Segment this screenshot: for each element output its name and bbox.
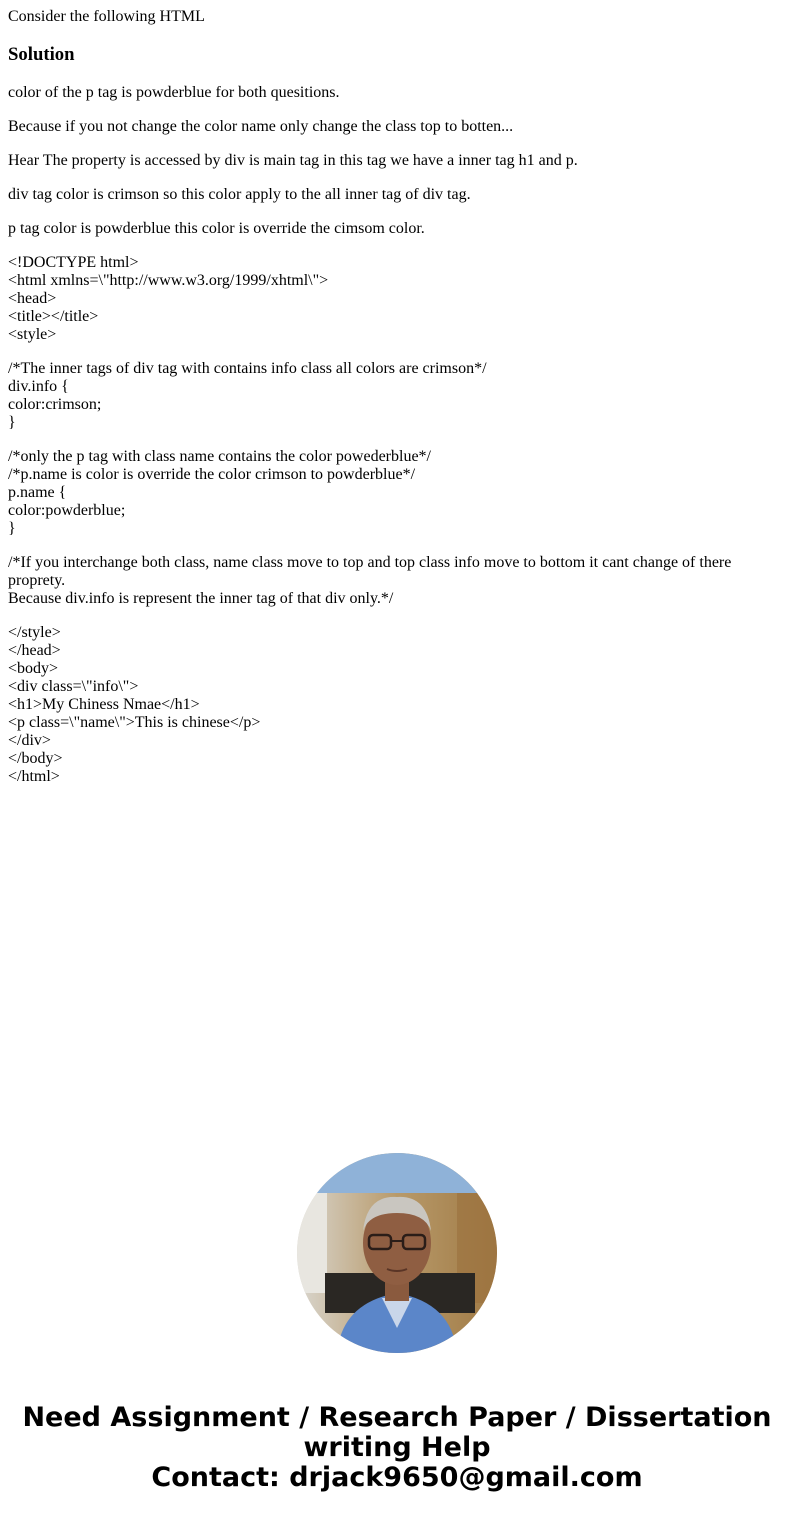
code-line: } [8,414,16,431]
code-line: <head> [8,290,57,307]
code-line: </div> [8,732,51,749]
explanation-paragraph: color of the p tag is powderblue for both quesitions. [8,84,340,101]
code-line: <p class=\"name\">This is chinese</p> [8,714,261,731]
code-line: <h1>My Chiness Nmae</h1> [8,696,200,713]
code-line: p.name { [8,484,67,501]
code-line: /*p.name is color is override the color crimson to powderblue*/ [8,466,416,483]
code-line: Because div.info is represent the inner tag of that div only.*/ [8,590,394,607]
intro-text: Consider the following HTML [8,8,205,25]
promo-line: writing Help [303,1432,491,1463]
code-block-html-head [8,254,786,344]
portrait-image [297,1153,497,1353]
code-line: /*If you interchange both class, name class move to top and top class info move to bottom it cant change of there proprety. [8,554,736,589]
promo-contact: Contact: drjack9650@gmail.com [151,1462,643,1493]
code-line: <div class=\"info\"> [8,678,139,695]
promo-text [0,1403,794,1493]
code-line: /*only the p tag with class name contains the color powederblue*/ [8,448,431,465]
code-line: <!DOCTYPE html> [8,254,139,271]
code-line: color:powderblue; [8,502,126,519]
code-block-p-name-rule [8,448,786,538]
explanation-paragraph: p tag color is powderblue this color is override the cimsom color. [8,220,425,237]
code-line: </head> [8,642,61,659]
code-block-body [8,624,786,786]
explanation-paragraph: div tag color is crimson so this color apply to the all inner tag of div tag. [8,186,471,203]
code-line: color:crimson; [8,396,102,413]
explanation-paragraph: Because if you not change the color name only change the class top to botten... [8,118,514,135]
author-portrait [297,1153,497,1353]
code-line: </html> [8,768,60,785]
code-line: </style> [8,624,61,641]
code-line: div.info { [8,378,69,395]
code-line: <html xmlns=\"http://www.w3.org/1999/xhtml\"> [8,272,329,289]
promo-banner [0,1153,794,1493]
solution-heading: Solution [8,44,75,65]
code-block-comment [8,554,786,608]
explanation-paragraph: Hear The property is accessed by div is main tag in this tag we have a inner tag h1 and p. [8,152,578,169]
code-line: /*The inner tags of div tag with contains info class all colors are crimson*/ [8,360,487,377]
code-line: </body> [8,750,63,767]
code-line: <body> [8,660,59,677]
code-line: <title></title> [8,308,99,325]
code-line: <style> [8,326,57,343]
promo-line: Need Assignment / Research Paper / Dissertation [22,1402,772,1433]
code-block-div-info-rule [8,360,786,432]
code-line: } [8,520,16,537]
